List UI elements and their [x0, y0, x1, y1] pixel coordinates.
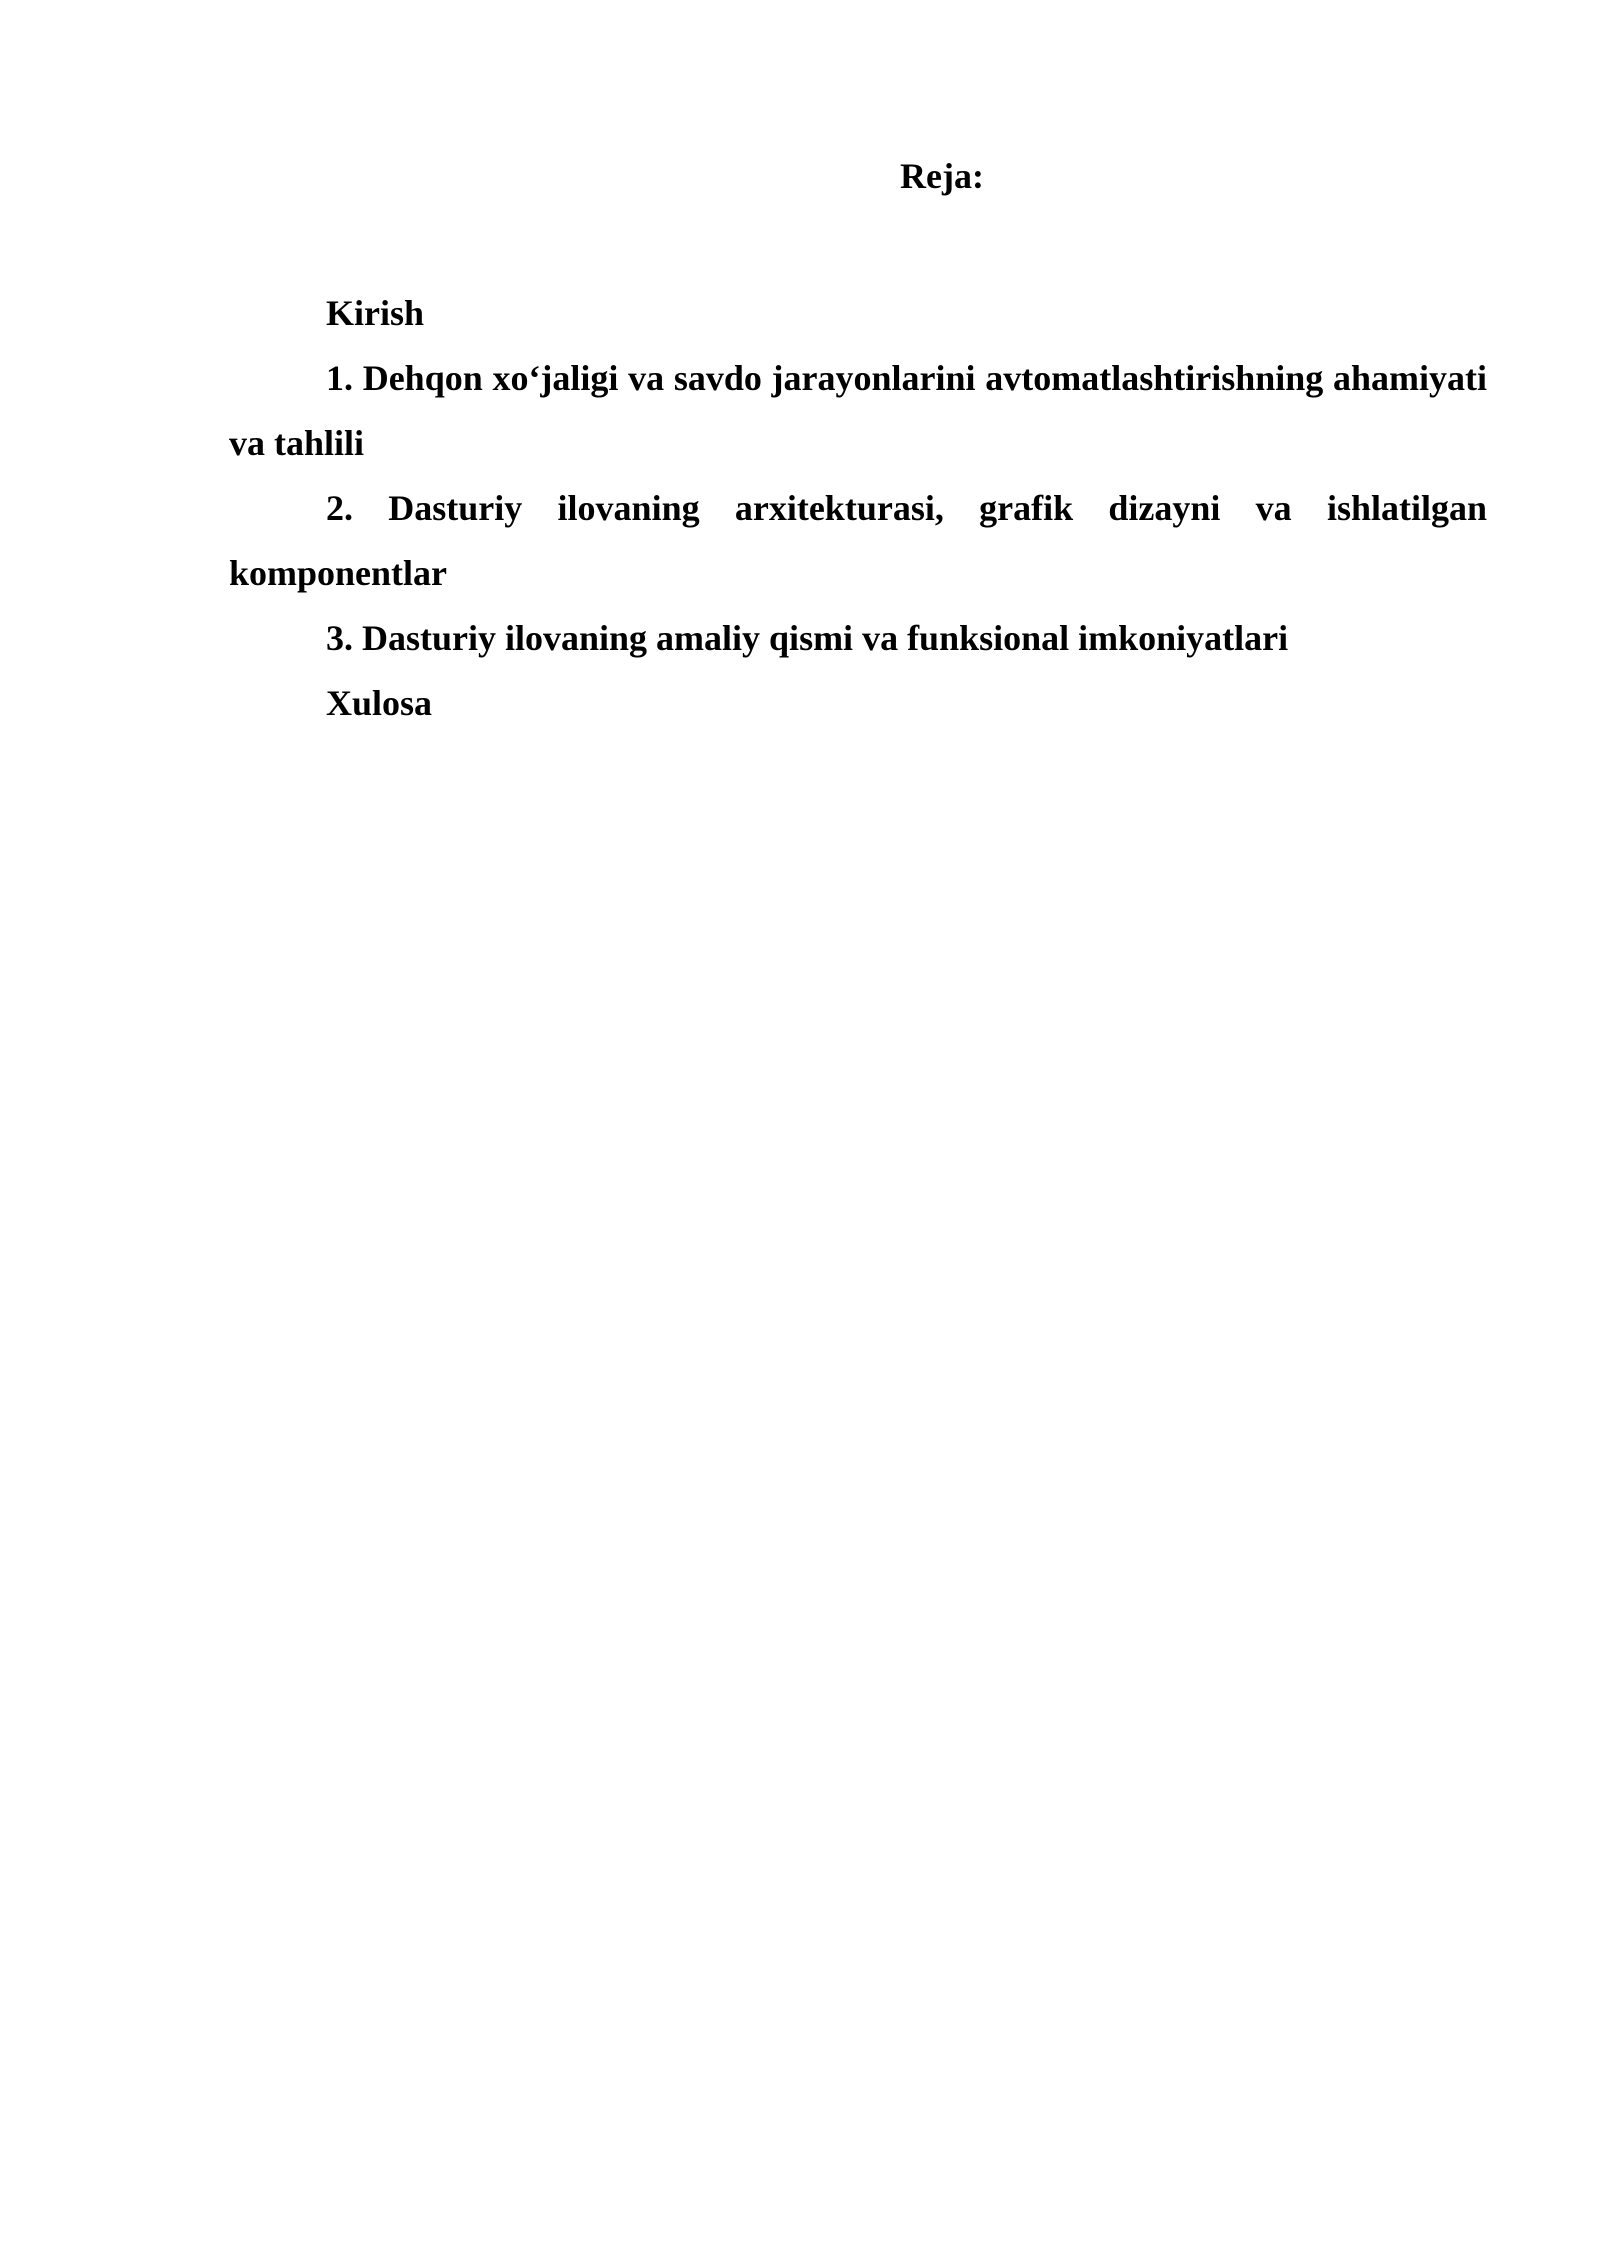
plan-list	[229, 281, 1487, 736]
plan-item-conclusion: Xulosa	[326, 683, 433, 723]
plan-heading: Reja:	[900, 156, 984, 196]
plan-item-introduction: Kirish	[326, 293, 425, 333]
plan-item-3: 3. Dasturiy ilovaning amaliy qismi va funksional imkoniyatlari	[326, 618, 1289, 658]
plan-item-2: 2. Dasturiy ilovaning arxitekturasi, grafik dizayni va ishlatilgan komponentlar	[229, 488, 1487, 593]
plan-item-1: 1. Dehqon xo‘jaligi va savdo jarayonlarini avtomatlashtirishning ahamiyati va tahlili	[229, 358, 1487, 463]
plan-heading-row	[229, 152, 1487, 200]
